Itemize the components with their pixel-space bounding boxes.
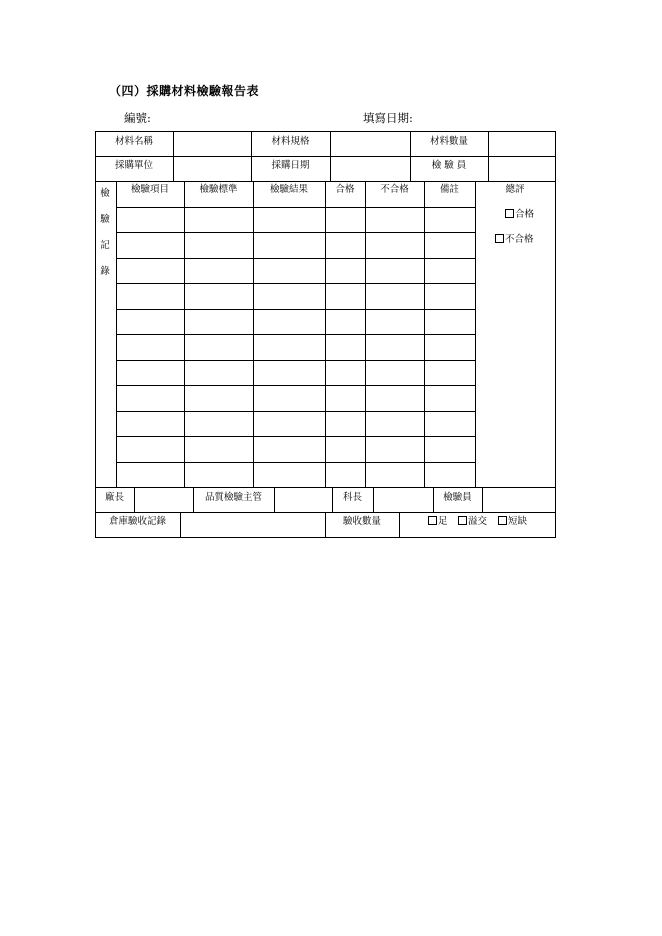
verdict-fail-label: 不合格 bbox=[505, 234, 534, 245]
form-title: （四）採購材料檢驗報告表 bbox=[109, 84, 260, 98]
grid-line bbox=[116, 207, 475, 208]
header-inspection-result: 檢驗結果 bbox=[269, 184, 308, 195]
grid-line bbox=[399, 512, 400, 537]
grid-line bbox=[116, 334, 475, 335]
grid-line bbox=[173, 131, 174, 181]
grid-line bbox=[116, 360, 475, 361]
grid-line bbox=[365, 181, 366, 487]
grid-line bbox=[330, 131, 331, 181]
grid-line bbox=[95, 131, 556, 132]
grid-line bbox=[251, 131, 252, 181]
header-remarks: 備註 bbox=[439, 184, 459, 195]
grid-line bbox=[116, 411, 475, 412]
grid-line bbox=[180, 512, 181, 537]
grid-line bbox=[193, 487, 194, 512]
grid-line bbox=[410, 131, 411, 181]
material-spec-field[interactable] bbox=[330, 132, 410, 156]
grid-line bbox=[116, 462, 475, 463]
factory-head-label: 廠長 bbox=[105, 492, 125, 503]
header-inspection-item: 檢驗項目 bbox=[130, 184, 169, 195]
factory-head-field[interactable] bbox=[134, 488, 193, 512]
grid-line bbox=[95, 131, 96, 538]
grid-line bbox=[274, 487, 275, 512]
header-pass: 合格 bbox=[335, 184, 355, 195]
warehouse-record-field[interactable] bbox=[180, 512, 325, 537]
grid-line bbox=[184, 181, 185, 487]
purchase-date-field[interactable] bbox=[330, 156, 410, 181]
side-label-char-1: 檢 bbox=[100, 188, 110, 199]
inspector-sign-label: 檢驗員 bbox=[443, 492, 472, 503]
grid-line bbox=[116, 181, 117, 487]
grid-line bbox=[134, 487, 135, 512]
checkbox-icon bbox=[498, 516, 507, 525]
material-spec-label: 材料規格 bbox=[271, 136, 310, 147]
grid-line bbox=[116, 258, 475, 259]
material-name-label: 材料名稱 bbox=[114, 136, 153, 147]
grid-line bbox=[253, 181, 254, 487]
qty-short-option[interactable] bbox=[498, 516, 527, 528]
checkbox-icon bbox=[505, 209, 514, 218]
grid-line bbox=[95, 487, 556, 488]
grid-line bbox=[475, 181, 476, 487]
grid-line bbox=[433, 487, 434, 512]
qc-supervisor-field[interactable] bbox=[274, 488, 332, 512]
qty-sufficient-option[interactable] bbox=[428, 516, 448, 528]
verdict-pass-label: 合格 bbox=[515, 209, 535, 220]
side-label-char-2: 驗 bbox=[100, 214, 110, 225]
material-qty-field[interactable] bbox=[488, 132, 555, 156]
grid-line bbox=[116, 283, 475, 284]
verdict-pass-option[interactable] bbox=[505, 209, 534, 221]
fill-date-label: 填寫日期: bbox=[363, 111, 413, 125]
grid-line bbox=[332, 487, 333, 512]
qty-over-delivered-option[interactable] bbox=[458, 516, 487, 528]
qty-short-label: 短缺 bbox=[508, 516, 528, 527]
qc-supervisor-label: 品質檢驗主管 bbox=[204, 492, 262, 503]
section-head-label: 科長 bbox=[342, 492, 362, 503]
warehouse-record-label: 倉庫驗收記錄 bbox=[108, 516, 166, 527]
material-name-field[interactable] bbox=[173, 132, 251, 156]
grid-line bbox=[95, 156, 556, 157]
header-inspection-standard: 檢驗標準 bbox=[199, 184, 238, 195]
grid-line bbox=[116, 232, 475, 233]
header-fail: 不合格 bbox=[380, 184, 409, 195]
grid-line bbox=[488, 131, 489, 181]
grid-line bbox=[95, 537, 556, 538]
section-head-field[interactable] bbox=[373, 488, 433, 512]
grid-line bbox=[325, 181, 326, 487]
purchase-date-label: 採購日期 bbox=[271, 160, 310, 171]
purchase-unit-field[interactable] bbox=[173, 156, 251, 181]
number-label: 編號: bbox=[124, 111, 151, 125]
material-qty-label: 材料數量 bbox=[429, 136, 468, 147]
grid-line bbox=[116, 385, 475, 386]
inspector-label: 檢 驗 員 bbox=[431, 160, 467, 171]
inspector-field[interactable] bbox=[488, 156, 555, 181]
grid-line bbox=[424, 181, 425, 487]
qty-sufficient-label: 足 bbox=[438, 516, 448, 527]
grid-line bbox=[116, 309, 475, 310]
side-label-char-3: 記 bbox=[100, 240, 110, 251]
header-overall-evaluation: 總評 bbox=[505, 184, 525, 195]
grid-line bbox=[482, 487, 483, 512]
side-label-char-4: 錄 bbox=[100, 266, 110, 277]
inspector-sign-field[interactable] bbox=[482, 488, 555, 512]
grid-line bbox=[373, 487, 374, 512]
qty-over-delivered-label: 溢交 bbox=[468, 516, 488, 527]
grid-line bbox=[116, 436, 475, 437]
purchase-unit-label: 採購單位 bbox=[114, 160, 153, 171]
checkbox-icon bbox=[495, 234, 504, 243]
checkbox-icon bbox=[428, 516, 437, 525]
grid-line bbox=[555, 131, 556, 538]
verdict-fail-option[interactable] bbox=[495, 234, 534, 246]
grid-line bbox=[325, 512, 326, 537]
checkbox-icon bbox=[458, 516, 467, 525]
accepted-qty-label: 驗收數量 bbox=[342, 516, 381, 527]
